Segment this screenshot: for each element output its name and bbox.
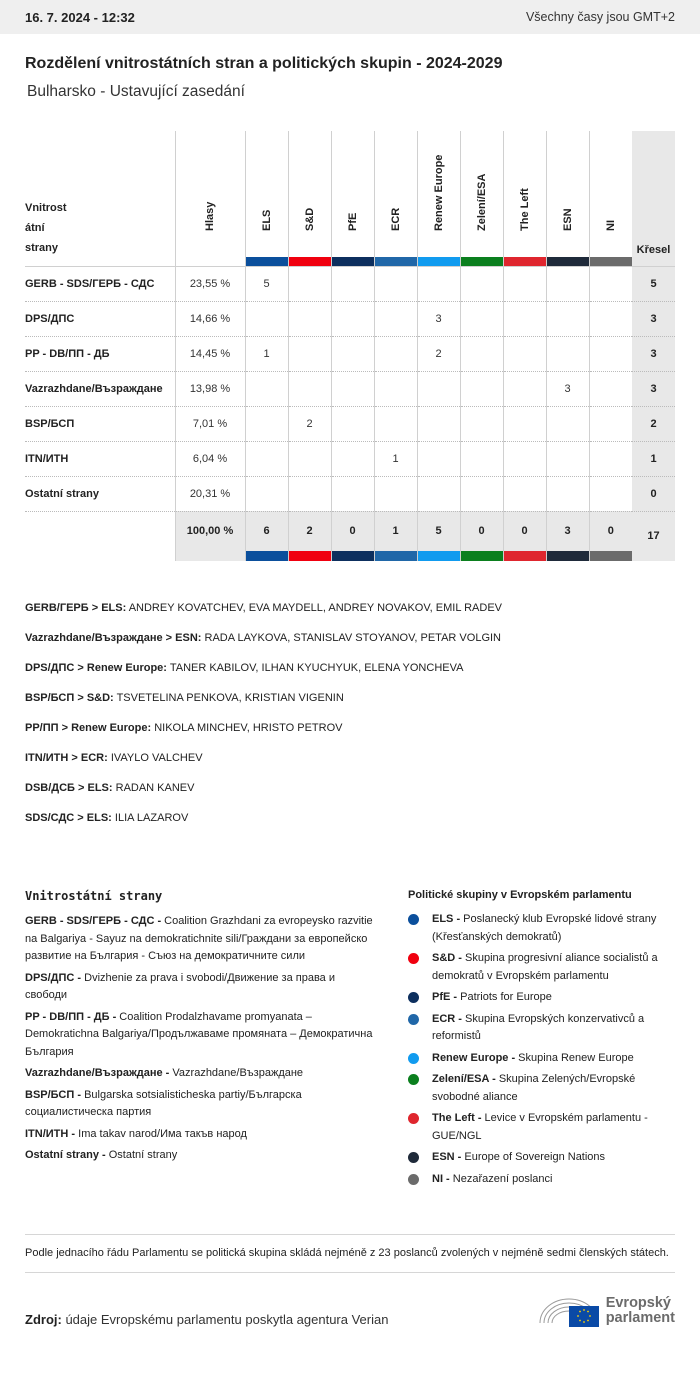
seat-cell (331, 336, 374, 371)
group-header-label: ESN (561, 208, 574, 231)
national-party-legend-item (25, 970, 373, 1005)
party-header-line: strany (25, 241, 59, 254)
seat-cell (417, 371, 460, 406)
seat-total: 3 (632, 336, 675, 371)
member-names: TSVETELINA PENKOVA, KRISTIAN VIGENIN (113, 692, 344, 704)
group-legend-item (408, 1110, 675, 1145)
member-list-item (25, 661, 675, 675)
group-abbr: S&D - (432, 952, 462, 964)
votes-total: 100,00 % (175, 511, 245, 551)
votes-percent: 13,98 % (175, 371, 245, 406)
national-party-legend-item (25, 1147, 373, 1165)
top-bar (0, 0, 700, 34)
seat-cell (374, 266, 417, 301)
group-abbr: ECR - (432, 1012, 462, 1025)
party-abbr: Vazrazhdane/Възраждане - (25, 1067, 170, 1079)
group-header-label: The Left (518, 188, 531, 231)
seat-cell (546, 441, 589, 476)
rules-note: Podle jednacího řádu Parlamentu se politická skupina skládá nejméně z 23 poslanců zvolených v nejméně sedmi členských státech. (25, 1234, 675, 1273)
seat-cell (288, 441, 331, 476)
seat-cell (460, 441, 503, 476)
party-name: GERB - SDS/ГЕРБ - СДС (25, 266, 175, 301)
seat-cell (589, 336, 632, 371)
group-color-dot-icon (408, 914, 419, 925)
seat-cell (245, 371, 288, 406)
group-color-bar (332, 257, 374, 266)
seat-cell (589, 476, 632, 511)
group-header-ecr (374, 131, 417, 266)
group-abbr: NI - (432, 1172, 450, 1185)
group-color-dot-icon (408, 1074, 419, 1085)
group-desc: Poslanecký klub Evropské lidové strany (Křesťanských demokratů) (432, 913, 657, 943)
seat-cell (503, 476, 546, 511)
table-row (25, 266, 675, 301)
group-seat-total: 2 (288, 511, 331, 551)
party-name: ITN/ИТН (25, 441, 175, 476)
seat-cell (503, 406, 546, 441)
seat-cell (546, 476, 589, 511)
member-group-heading: PP/ПП > Renew Europe: (25, 722, 152, 734)
group-legend-text (432, 1149, 605, 1167)
seat-cell (503, 441, 546, 476)
member-list (25, 601, 675, 825)
group-legend-text (432, 911, 675, 946)
group-legend-item (408, 950, 675, 985)
group-desc: Skupina progresivní aliance socialistů a demokratů v Evropském parlamentu (432, 952, 658, 982)
grand-total-seats: 17 (632, 511, 675, 561)
votes-header-label: Hlasy (204, 201, 216, 231)
group-header-left (503, 131, 546, 266)
member-list-item (25, 811, 675, 825)
table-header-row (25, 131, 675, 266)
national-party-legend-item (25, 1009, 373, 1062)
seat-total: 2 (632, 406, 675, 441)
table-row (25, 406, 675, 441)
group-legend-item (408, 911, 675, 946)
group-color-dot-icon (408, 1113, 419, 1124)
member-list-item (25, 631, 675, 645)
group-seat-total: 0 (331, 511, 374, 551)
votes-percent: 23,55 % (175, 266, 245, 301)
seat-cell (331, 441, 374, 476)
logo-line: Evropský (605, 1295, 671, 1311)
seat-cell (460, 266, 503, 301)
timezone-note: Všechny časy jsou GMT+2 (525, 10, 675, 24)
seat-cell (331, 371, 374, 406)
seat-cell (417, 266, 460, 301)
seat-cell (589, 441, 632, 476)
group-color-dot-icon (408, 1174, 419, 1185)
group-abbr: The Left - (432, 1112, 482, 1124)
seat-cell: 2 (288, 406, 331, 441)
group-legend-text (432, 950, 675, 985)
totals-label (25, 511, 175, 561)
member-group-heading: ITN/ИТН > ECR: (25, 752, 108, 764)
seat-total: 3 (632, 371, 675, 406)
member-names: RADA LAYKOVA, STANISLAV STOYANOV, PETAR VOLGIN (201, 632, 501, 644)
seat-cell (503, 336, 546, 371)
seat-cell (374, 476, 417, 511)
group-color-bar (374, 551, 417, 561)
party-desc: Bulgarska sotsialisticheska partiy/Българска социалистическа партия (25, 1088, 302, 1118)
group-legend-text (432, 1011, 675, 1046)
party-desc: Ostatní strany (105, 1149, 178, 1161)
source-label: Zdroj: (25, 1312, 62, 1327)
seat-cell (331, 476, 374, 511)
group-color-bar (546, 551, 589, 561)
seat-cell: 2 (417, 336, 460, 371)
member-names: NIKOLA MINCHEV, HRISTO PETROV (151, 722, 343, 734)
seat-cell (589, 371, 632, 406)
group-abbr: Zelení/ESA - (432, 1073, 496, 1085)
party-name: Ostatní strany (25, 476, 175, 511)
party-name: Vazrazhdane/Възраждане (25, 371, 175, 406)
table-row (25, 441, 675, 476)
national-party-legend-item (25, 1087, 373, 1122)
group-color-bar (504, 257, 546, 266)
datetime: 16. 7. 2024 - 12:32 (25, 9, 135, 25)
seat-cell (374, 406, 417, 441)
seat-cell (546, 301, 589, 336)
member-list-item (25, 751, 675, 765)
group-header-sd (288, 131, 331, 266)
group-legend-item (408, 989, 675, 1007)
seats-column-header: Křesel (632, 131, 675, 266)
member-names: RADAN KANEV (112, 782, 195, 794)
national-parties-legend (25, 889, 383, 1192)
seat-cell (503, 266, 546, 301)
seat-cell (374, 301, 417, 336)
party-desc: Dvizhenie za prava i svobodi/Движение за права и свободи (25, 971, 335, 1001)
seat-cell (288, 476, 331, 511)
votes-percent: 14,45 % (175, 336, 245, 371)
group-color-dot-icon (408, 1152, 419, 1163)
group-legend-text (432, 1071, 675, 1106)
votes-column-header (175, 131, 245, 266)
group-header-label: ECR (389, 207, 402, 231)
party-header-line: átní (25, 221, 45, 234)
party-desc: Coalition Grazhdani za evropeysko razvitie na Balgariya - Sayuz na demokratichnite sili/Граждани за европейско развитие на България - Съюз на демократичните сили (25, 915, 373, 962)
party-name: DPS/ДПС (25, 301, 175, 336)
totals-row (25, 511, 675, 551)
seat-cell: 1 (374, 441, 417, 476)
seat-cell (331, 266, 374, 301)
group-legend-text (432, 989, 552, 1007)
source-text: údaje Evropskému parlamentu poskytla agentura Verian (61, 1312, 389, 1327)
group-desc: Skupina Zelených/Evropské svobodné aliance (432, 1073, 636, 1103)
political-groups-title: Politické skupiny v Evropském parlamentu (408, 889, 632, 901)
table-row (25, 336, 675, 371)
group-seat-total: 1 (374, 511, 417, 551)
seat-cell (374, 336, 417, 371)
group-header-greens (460, 131, 503, 266)
group-color-bar (503, 551, 546, 561)
party-desc: Coalition Prodalzhavame promyanata – Demokratichna Balgariya/Продължаваме промяната – Демократична България (25, 1010, 373, 1058)
party-abbr: PP - DB/ПП - ДБ - (25, 1010, 117, 1023)
group-color-dot-icon (408, 992, 419, 1003)
seat-cell (417, 476, 460, 511)
group-header-ni (589, 131, 632, 266)
seat-cell (417, 406, 460, 441)
group-desc: Nezařazení poslanci (449, 1172, 553, 1185)
bar-spacer (175, 551, 245, 561)
group-abbr: ESN - (432, 1151, 462, 1163)
group-color-dot-icon (408, 953, 419, 964)
group-header-esn (546, 131, 589, 266)
seat-cell (460, 336, 503, 371)
group-seat-total: 0 (589, 511, 632, 551)
seat-cell (331, 301, 374, 336)
table-row (25, 371, 675, 406)
group-legend-text (432, 1110, 675, 1145)
group-seat-total: 6 (245, 511, 288, 551)
seat-cell (546, 266, 589, 301)
party-abbr: DPS/ДПС - (25, 971, 82, 984)
member-names: TANER KABILOV, ILHAN KYUCHYUK, ELENA YONCHEVA (166, 662, 464, 674)
member-names: IVAYLO VALCHEV (107, 752, 203, 764)
group-color-bar (547, 257, 589, 266)
group-desc: Levice v Evropském parlamentu - GUE/NGL (432, 1112, 648, 1142)
member-group-heading: Vazrazhdane/Възраждане > ESN: (25, 632, 202, 644)
group-seat-total: 0 (503, 511, 546, 551)
seat-cell (331, 406, 374, 441)
group-desc: Patriots for Europe (457, 991, 552, 1003)
group-desc: Skupina Renew Europe (515, 1051, 634, 1064)
party-abbr: Ostatní strany - (25, 1149, 106, 1161)
seat-total: 0 (632, 476, 675, 511)
seat-total: 1 (632, 441, 675, 476)
votes-percent: 14,66 % (175, 301, 245, 336)
seat-cell (460, 406, 503, 441)
group-color-dot-icon (408, 1014, 419, 1025)
page-title: Rozdělení vnitrostátních stran a politických skupin - 2024-2029 (25, 55, 503, 72)
group-desc: Skupina Evropských konzervativců a reformistů (432, 1012, 645, 1042)
group-color-bar (289, 257, 331, 266)
member-group-heading: BSP/БСП > S&D: (25, 692, 114, 704)
group-color-bar (589, 551, 632, 561)
national-party-legend-item (25, 913, 373, 966)
votes-percent: 6,04 % (175, 441, 245, 476)
logo-line: parlament (605, 1310, 675, 1326)
party-abbr: BSP/БСП - (25, 1088, 82, 1101)
national-party-legend-item (25, 1065, 373, 1083)
seat-cell (503, 371, 546, 406)
national-party-legend-item (25, 1126, 373, 1144)
member-list-item (25, 601, 675, 615)
group-header-label: ELS (260, 209, 273, 231)
group-header-pfe (331, 131, 374, 266)
legend (25, 889, 675, 1192)
seat-cell: 3 (417, 301, 460, 336)
hemicycle-icon (538, 1293, 600, 1329)
member-names: ILIA LAZAROV (111, 812, 189, 824)
seat-cell (245, 476, 288, 511)
group-legend-text (432, 1171, 552, 1189)
group-legend-item (408, 1011, 675, 1046)
group-header-label: NI (604, 220, 617, 231)
group-color-bar (246, 257, 288, 266)
political-groups-legend (383, 889, 675, 1192)
seat-cell (288, 371, 331, 406)
group-abbr: Renew Europe - (432, 1051, 516, 1064)
group-color-dot-icon (408, 1053, 419, 1064)
group-header-label: Renew Europe (432, 154, 445, 231)
group-color-bar (418, 257, 460, 266)
group-legend-item (408, 1171, 675, 1189)
logo-text (606, 1296, 675, 1326)
national-parties-title: Vnitrostátní strany (25, 889, 163, 903)
group-color-bar (331, 551, 374, 561)
member-group-heading: SDS/СДС > ELS: (25, 812, 112, 824)
seat-cell (460, 476, 503, 511)
group-header-label: S&D (303, 207, 316, 231)
party-abbr: ITN/ИТН - (25, 1127, 76, 1140)
group-color-bar (590, 257, 633, 266)
footer (25, 1279, 675, 1329)
group-color-bar (461, 257, 503, 266)
member-group-heading: DPS/ДПС > Renew Europe: (25, 662, 167, 674)
european-parliament-logo (538, 1293, 675, 1329)
seat-cell (245, 406, 288, 441)
group-color-bar (460, 551, 503, 561)
seat-cell: 3 (546, 371, 589, 406)
member-names: ANDREY KOVATCHEV, EVA MAYDELL, ANDREY NOVAKOV, EMIL RADEV (126, 602, 503, 614)
member-list-item (25, 721, 675, 735)
seat-total: 5 (632, 266, 675, 301)
group-abbr: PfE - (432, 991, 458, 1003)
seat-cell (245, 301, 288, 336)
seat-cell: 5 (245, 266, 288, 301)
group-header-renew (417, 131, 460, 266)
seat-cell (589, 301, 632, 336)
group-seat-total: 5 (417, 511, 460, 551)
group-legend-item (408, 1050, 675, 1068)
group-header-label: Zelení/ESA (475, 173, 488, 231)
party-header-line: Vnitrost (25, 201, 67, 214)
page-subtitle: Bulharsko - Ustavující zasedání (27, 83, 245, 100)
seat-cell (288, 301, 331, 336)
seat-cell (460, 371, 503, 406)
group-legend-item (408, 1149, 675, 1167)
seat-cell: 1 (245, 336, 288, 371)
member-list-item (25, 691, 675, 705)
group-abbr: ELS - (432, 913, 461, 925)
party-column-header (25, 131, 175, 266)
source (25, 1312, 388, 1329)
seat-cell (245, 441, 288, 476)
table-row (25, 301, 675, 336)
party-abbr: GERB - SDS/ГЕРБ - СДС - (25, 915, 162, 927)
votes-percent: 7,01 % (175, 406, 245, 441)
seat-cell (460, 301, 503, 336)
group-header-els (245, 131, 288, 266)
party-name: BSP/БСП (25, 406, 175, 441)
seat-cell (546, 336, 589, 371)
seat-cell (546, 406, 589, 441)
party-name: PP - DB/ПП - ДБ (25, 336, 175, 371)
group-color-bar (417, 551, 460, 561)
table-row (25, 476, 675, 511)
group-color-bar (245, 551, 288, 561)
seat-cell (503, 301, 546, 336)
seat-cell (288, 266, 331, 301)
member-group-heading: GERB/ГЕРБ > ELS: (25, 602, 127, 614)
member-group-heading: DSB/ДСБ > ELS: (25, 782, 113, 794)
group-seat-total: 3 (546, 511, 589, 551)
votes-percent: 20,31 % (175, 476, 245, 511)
group-legend-item (408, 1071, 675, 1106)
group-legend-text (432, 1050, 634, 1068)
group-seat-total: 0 (460, 511, 503, 551)
group-desc: Europe of Sovereign Nations (461, 1151, 606, 1163)
seat-cell (589, 406, 632, 441)
member-list-item (25, 781, 675, 795)
party-desc: Vazrazhdane/Възраждане (169, 1067, 304, 1079)
party-desc: Ima takav narod/Има такъв народ (75, 1127, 247, 1140)
group-header-label: PfE (346, 212, 359, 231)
seat-cell (288, 336, 331, 371)
seat-cell (589, 266, 632, 301)
group-color-bar (375, 257, 417, 266)
seat-cell (374, 371, 417, 406)
group-color-bar (288, 551, 331, 561)
seat-total: 3 (632, 301, 675, 336)
seat-cell (417, 441, 460, 476)
seat-distribution-table (25, 131, 675, 561)
